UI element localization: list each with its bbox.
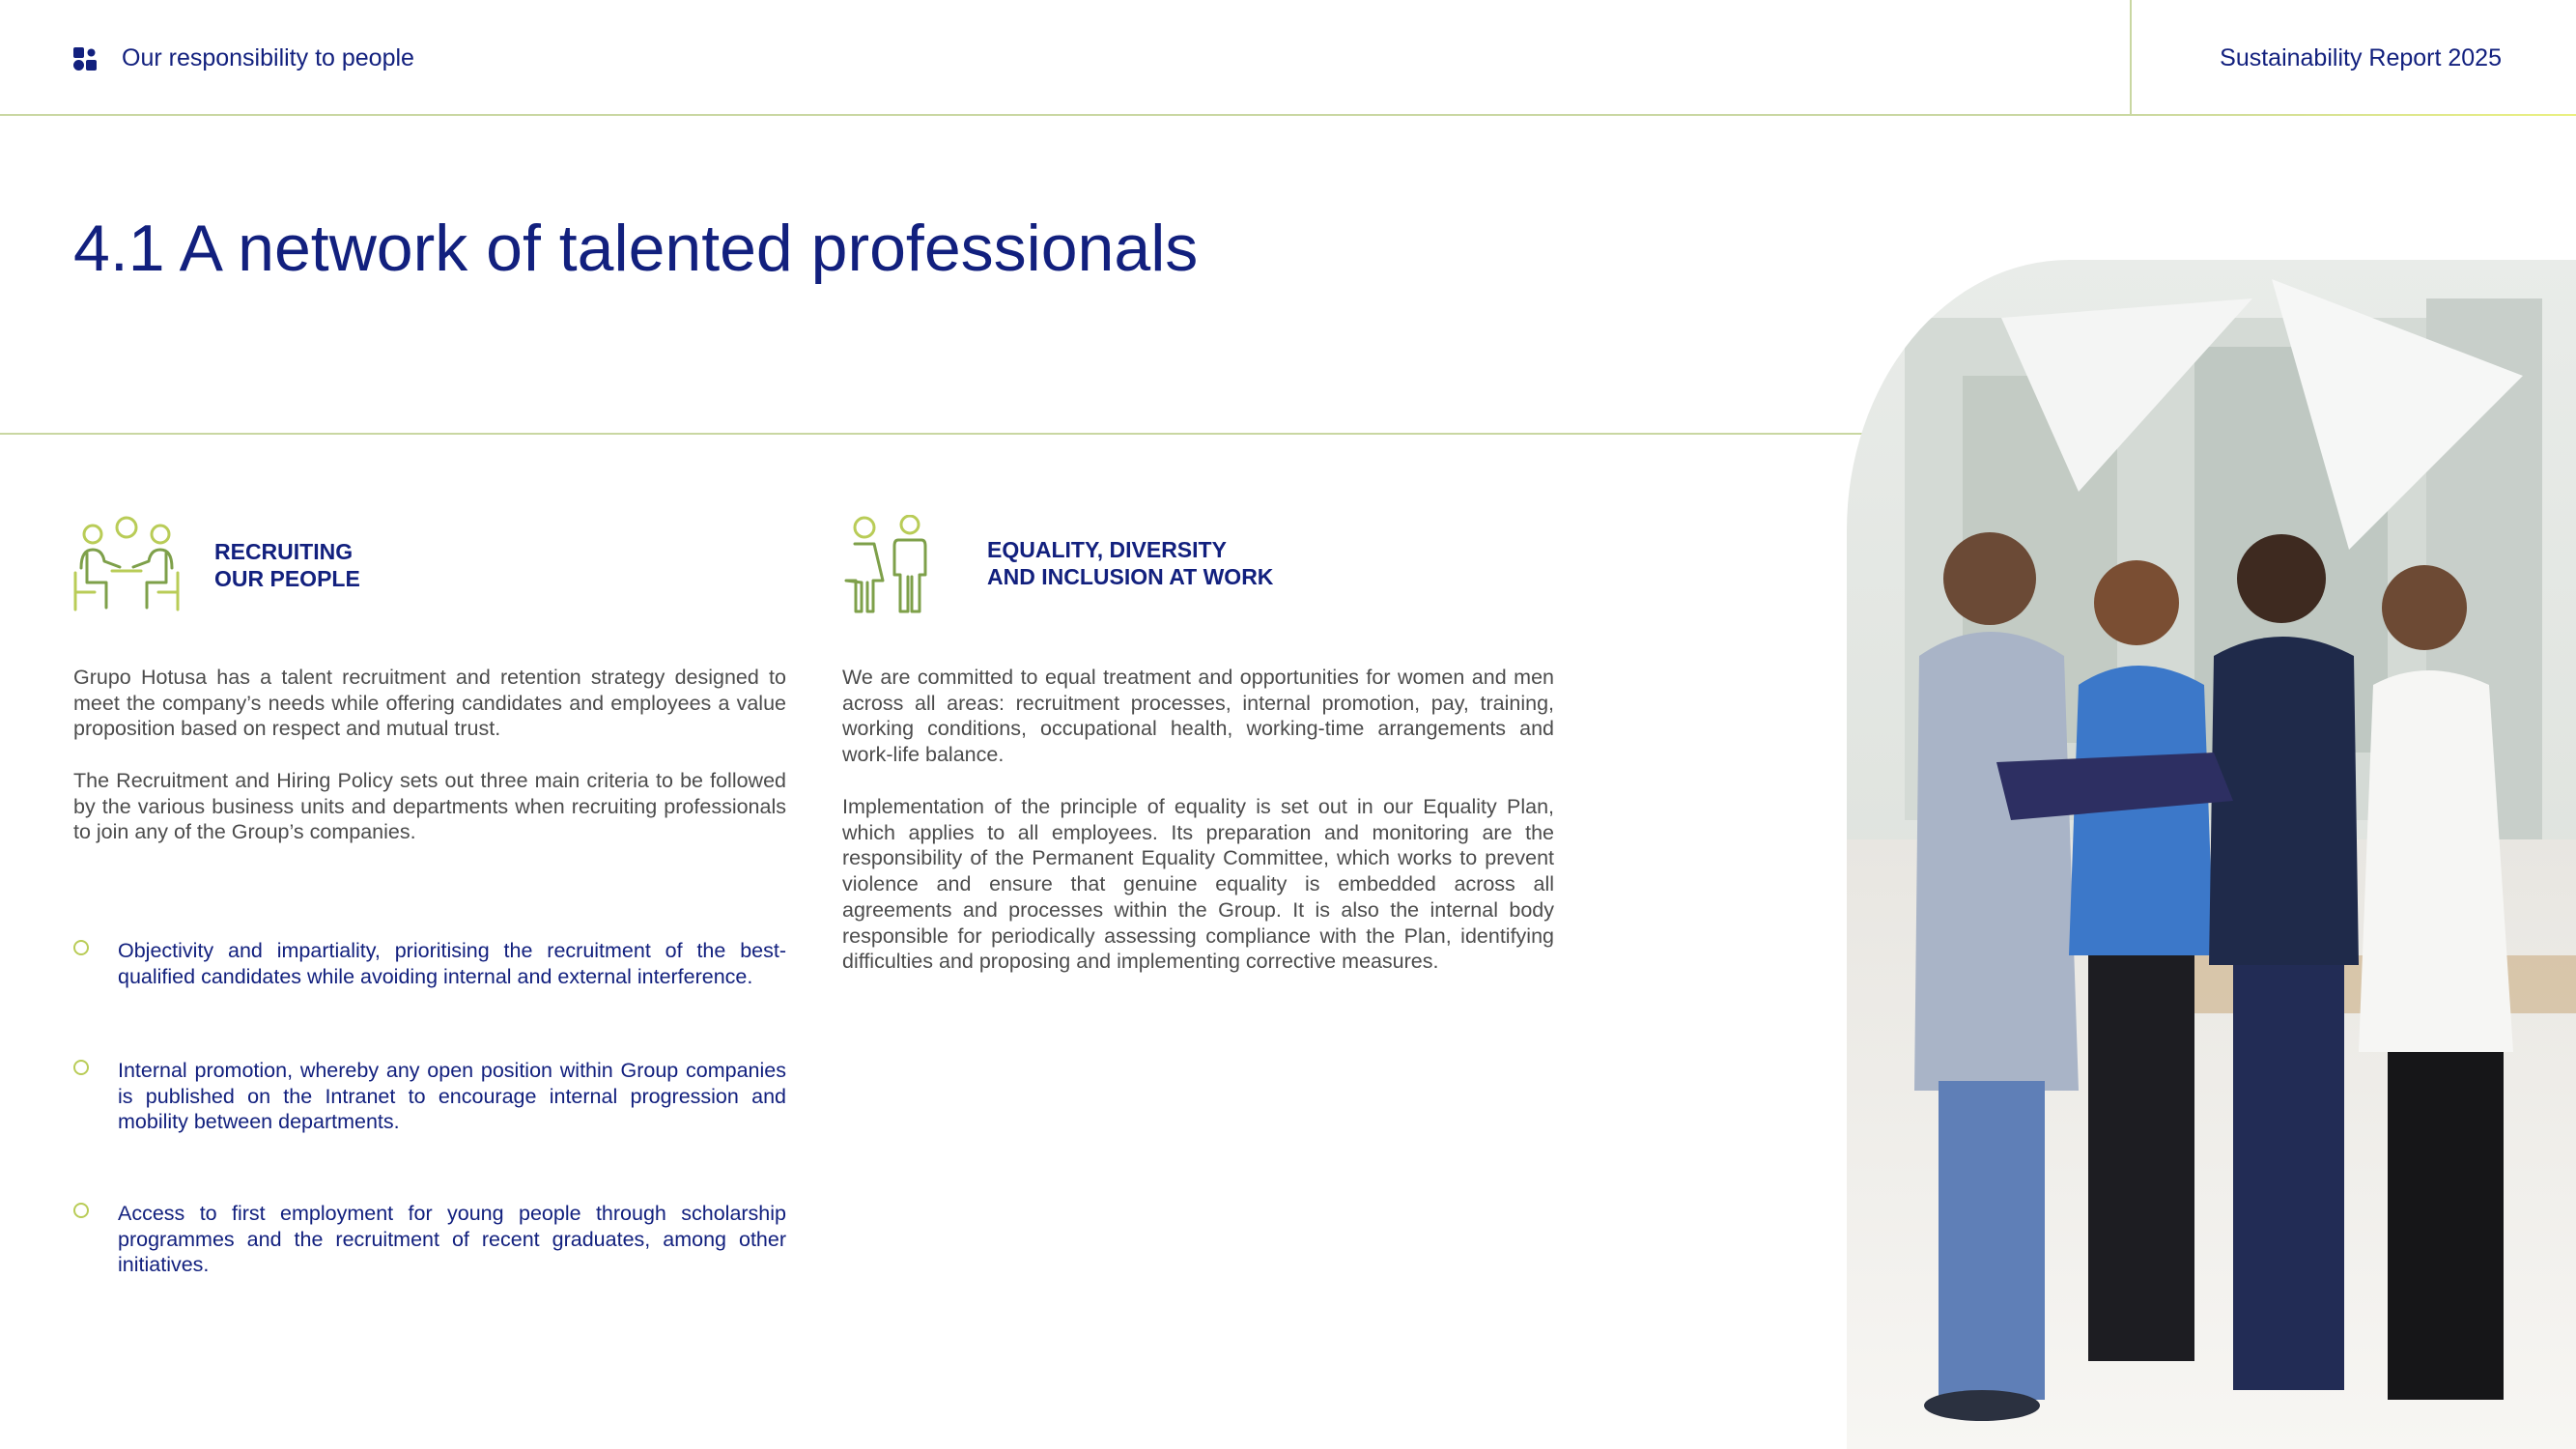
recruiting-criterion: Internal promotion, whereby any open position within Group companies is published on the Intranet to encourage internal progression and mobility between departments. xyxy=(118,1059,786,1134)
recruiting-heading-line1: RECRUITING xyxy=(214,539,354,564)
recruiting-heading-line2: OUR PEOPLE xyxy=(214,566,360,591)
header-divider xyxy=(2130,0,2132,116)
recruiting-criterion: Objectivity and impartiality, prioritising the recruitment of the best-qualified candidates while avoiding internal and external interference. xyxy=(118,939,786,988)
people-meeting-icon xyxy=(73,515,180,615)
recruiting-paragraph: The Recruitment and Hiring Policy sets out three main criteria to be followed by the various business units and departments when recruiting professionals to join any of the Group’s companies. xyxy=(73,769,786,844)
title-rule xyxy=(0,433,1908,435)
recruiting-criterion: Access to first employment for young people through scholarship programmes and the recruitment of recent graduates, among other initiatives. xyxy=(118,1202,786,1277)
bullet-circle-icon xyxy=(73,940,89,955)
report-label: Sustainability Report 2025 xyxy=(2220,44,2502,71)
equality-paragraph: We are committed to equal treatment and opportunities for women and men across all areas: recruitment processes, internal promotion, pay, training, working conditions, occupational health, working-time arrangements and work-life balance. xyxy=(842,666,1554,767)
header-rule xyxy=(0,114,2576,116)
recruiting-paragraph: Grupo Hotusa has a talent recruitment and retention strategy designed to meet the company’s needs while offering candidates and employees a value proposition based on respect and mutual trust. xyxy=(73,666,786,741)
equality-heading-line2: AND INCLUSION AT WORK xyxy=(987,564,1274,589)
equality-heading-line1: EQUALITY, DIVERSITY xyxy=(987,537,1227,562)
bullet-circle-icon xyxy=(73,1203,89,1218)
equality-paragraph: Implementation of the principle of equality is set out in our Equality Plan, which applies to all employees. Its preparation and monitoring are the responsibility of the Permanent Equality Committee, which works to prevent violence and ensure that genuine equality is embedded across all agreements and processes within the Group. It is also the internal body responsible for periodically assessing compliance with the Plan, identifying difficulties and proposing and implementing corrective measures. xyxy=(842,795,1554,974)
page-title: 4.1 A network of talented professionals xyxy=(73,212,1199,285)
bullet-circle-icon xyxy=(73,1060,89,1075)
logo-mark-icon xyxy=(73,47,97,71)
team-photo xyxy=(1847,260,2576,1449)
recruiting-heading xyxy=(214,538,360,592)
section-label: Our responsibility to people xyxy=(122,44,414,71)
equality-heading xyxy=(987,536,1273,590)
woman-man-icon xyxy=(840,515,937,615)
